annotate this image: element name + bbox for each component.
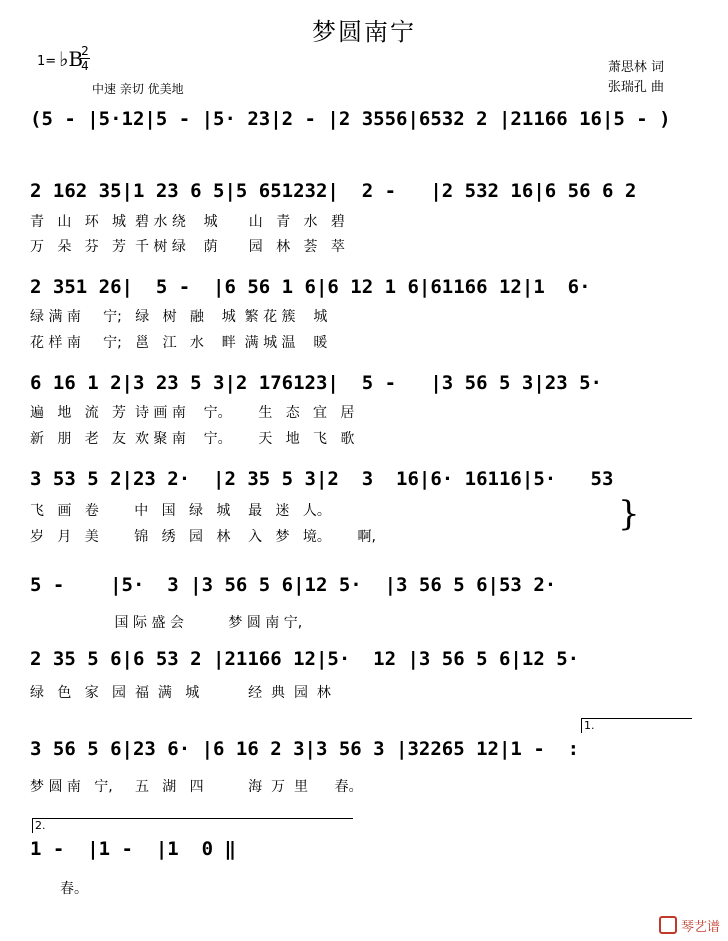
- page-title: 梦圆南宁: [312, 18, 416, 46]
- lyric-line-5: 遍 地 流 芳 诗 画 南 宁。 生 态 宜 居: [30, 405, 355, 421]
- notes-row-6: 5 - |5· 3 |3 56 5 6|12 5· |3 56 5 6|53 2·: [30, 574, 557, 596]
- notes-row-9: 1 - |1 - |1 0 ‖: [30, 838, 236, 860]
- lyric-line-12: 春。: [60, 881, 88, 897]
- lyric-line-4: 花 样 南 宁; 邕 江 水 畔 满 城 温 暖: [30, 335, 328, 351]
- lyric-line-10: 绿 色 家 园 福 满 城 经 典 园 林: [30, 685, 331, 701]
- composer-credit: 张瑞孔 曲: [607, 80, 664, 95]
- lyric-line-11: 梦 圆 南 宁, 五 湖 四 海 万 里 春。: [30, 779, 363, 795]
- notes-row-2: 2 162 35|1 23 6 5|5 651232| 2 - |2 532 16|6 56 6 2: [30, 180, 637, 202]
- lyric-line-9: 国 际 盛 会 梦 圆 南 宁,: [30, 615, 303, 631]
- score-row-4: [30, 372, 698, 402]
- lyric-line-8: 岁 月 美 锦 绣 园 林 入 梦 境。 啊,: [30, 529, 377, 545]
- meter-bottom: 4: [81, 59, 89, 73]
- lyric-line-7: 飞 画 卷 中 国 绿 城 最 迷 人。: [30, 503, 331, 519]
- score-row-7: [30, 648, 698, 678]
- notes-row-4: 6 16 1 2|3 23 5 3|2 176123| 5 - |3 56 5 3|23 5·: [30, 372, 602, 394]
- watermark-logo: [659, 916, 720, 935]
- notes-row-3: 2 351 26| 5 - |6 56 1 6|6 12 1 6|61166 12|1 6·: [30, 276, 591, 298]
- notes-row-8: 3 56 5 6|23 6· |6 16 2 3|3 56 3 |32265 12|1 - :: [30, 738, 580, 760]
- key-flat: ♭B: [59, 47, 84, 71]
- first-ending-bracket: 1.: [581, 718, 692, 733]
- lyric-line-3: 绿 满 南 宁; 绿 树 融 城 繁 花 簇 城: [30, 309, 328, 325]
- score-row-9: [30, 838, 390, 868]
- second-ending-bracket: 2.: [32, 818, 353, 833]
- score-row-8: [30, 738, 698, 768]
- score-row-3: [30, 276, 698, 306]
- lyricist-credit: 萧思林 词: [607, 60, 664, 75]
- score-row-5: [30, 468, 698, 498]
- notes-row-7: 2 35 5 6|6 53 2 |21166 12|5· 12 |3 56 5 6|12 5·: [30, 648, 580, 670]
- key-signature-label: 1=: [37, 54, 57, 69]
- time-signature: [80, 44, 90, 73]
- score-row-2: [30, 180, 698, 210]
- lyric-line-1: 青 山 环 城 碧 水 绕 城 山 青 水 碧: [30, 214, 345, 230]
- score-row-1: [30, 108, 698, 138]
- watermark-text: 琴艺谱: [680, 920, 720, 935]
- notes-row-1: (5 - |5·12|5 - |5· 23|2 - |2 3556|6532 2 |21166 16|5 - ): [30, 108, 671, 130]
- lyric-line-2: 万 朵 芬 芳 千 树 绿 荫 园 林 荟 萃: [30, 239, 345, 255]
- notes-row-5: 3 53 5 2|23 2· |2 35 5 3|2 3 16|6· 16116|5· 53: [30, 468, 614, 490]
- verse-brace: }: [618, 494, 640, 534]
- tempo-marking: 中速 亲切 优美地: [92, 82, 184, 96]
- watermark-icon: [659, 916, 677, 934]
- meter-top: 2: [81, 44, 89, 58]
- lyric-line-6: 新 朋 老 友 欢 聚 南 宁。 天 地 飞 歌: [30, 431, 355, 447]
- score-row-6: [30, 574, 698, 604]
